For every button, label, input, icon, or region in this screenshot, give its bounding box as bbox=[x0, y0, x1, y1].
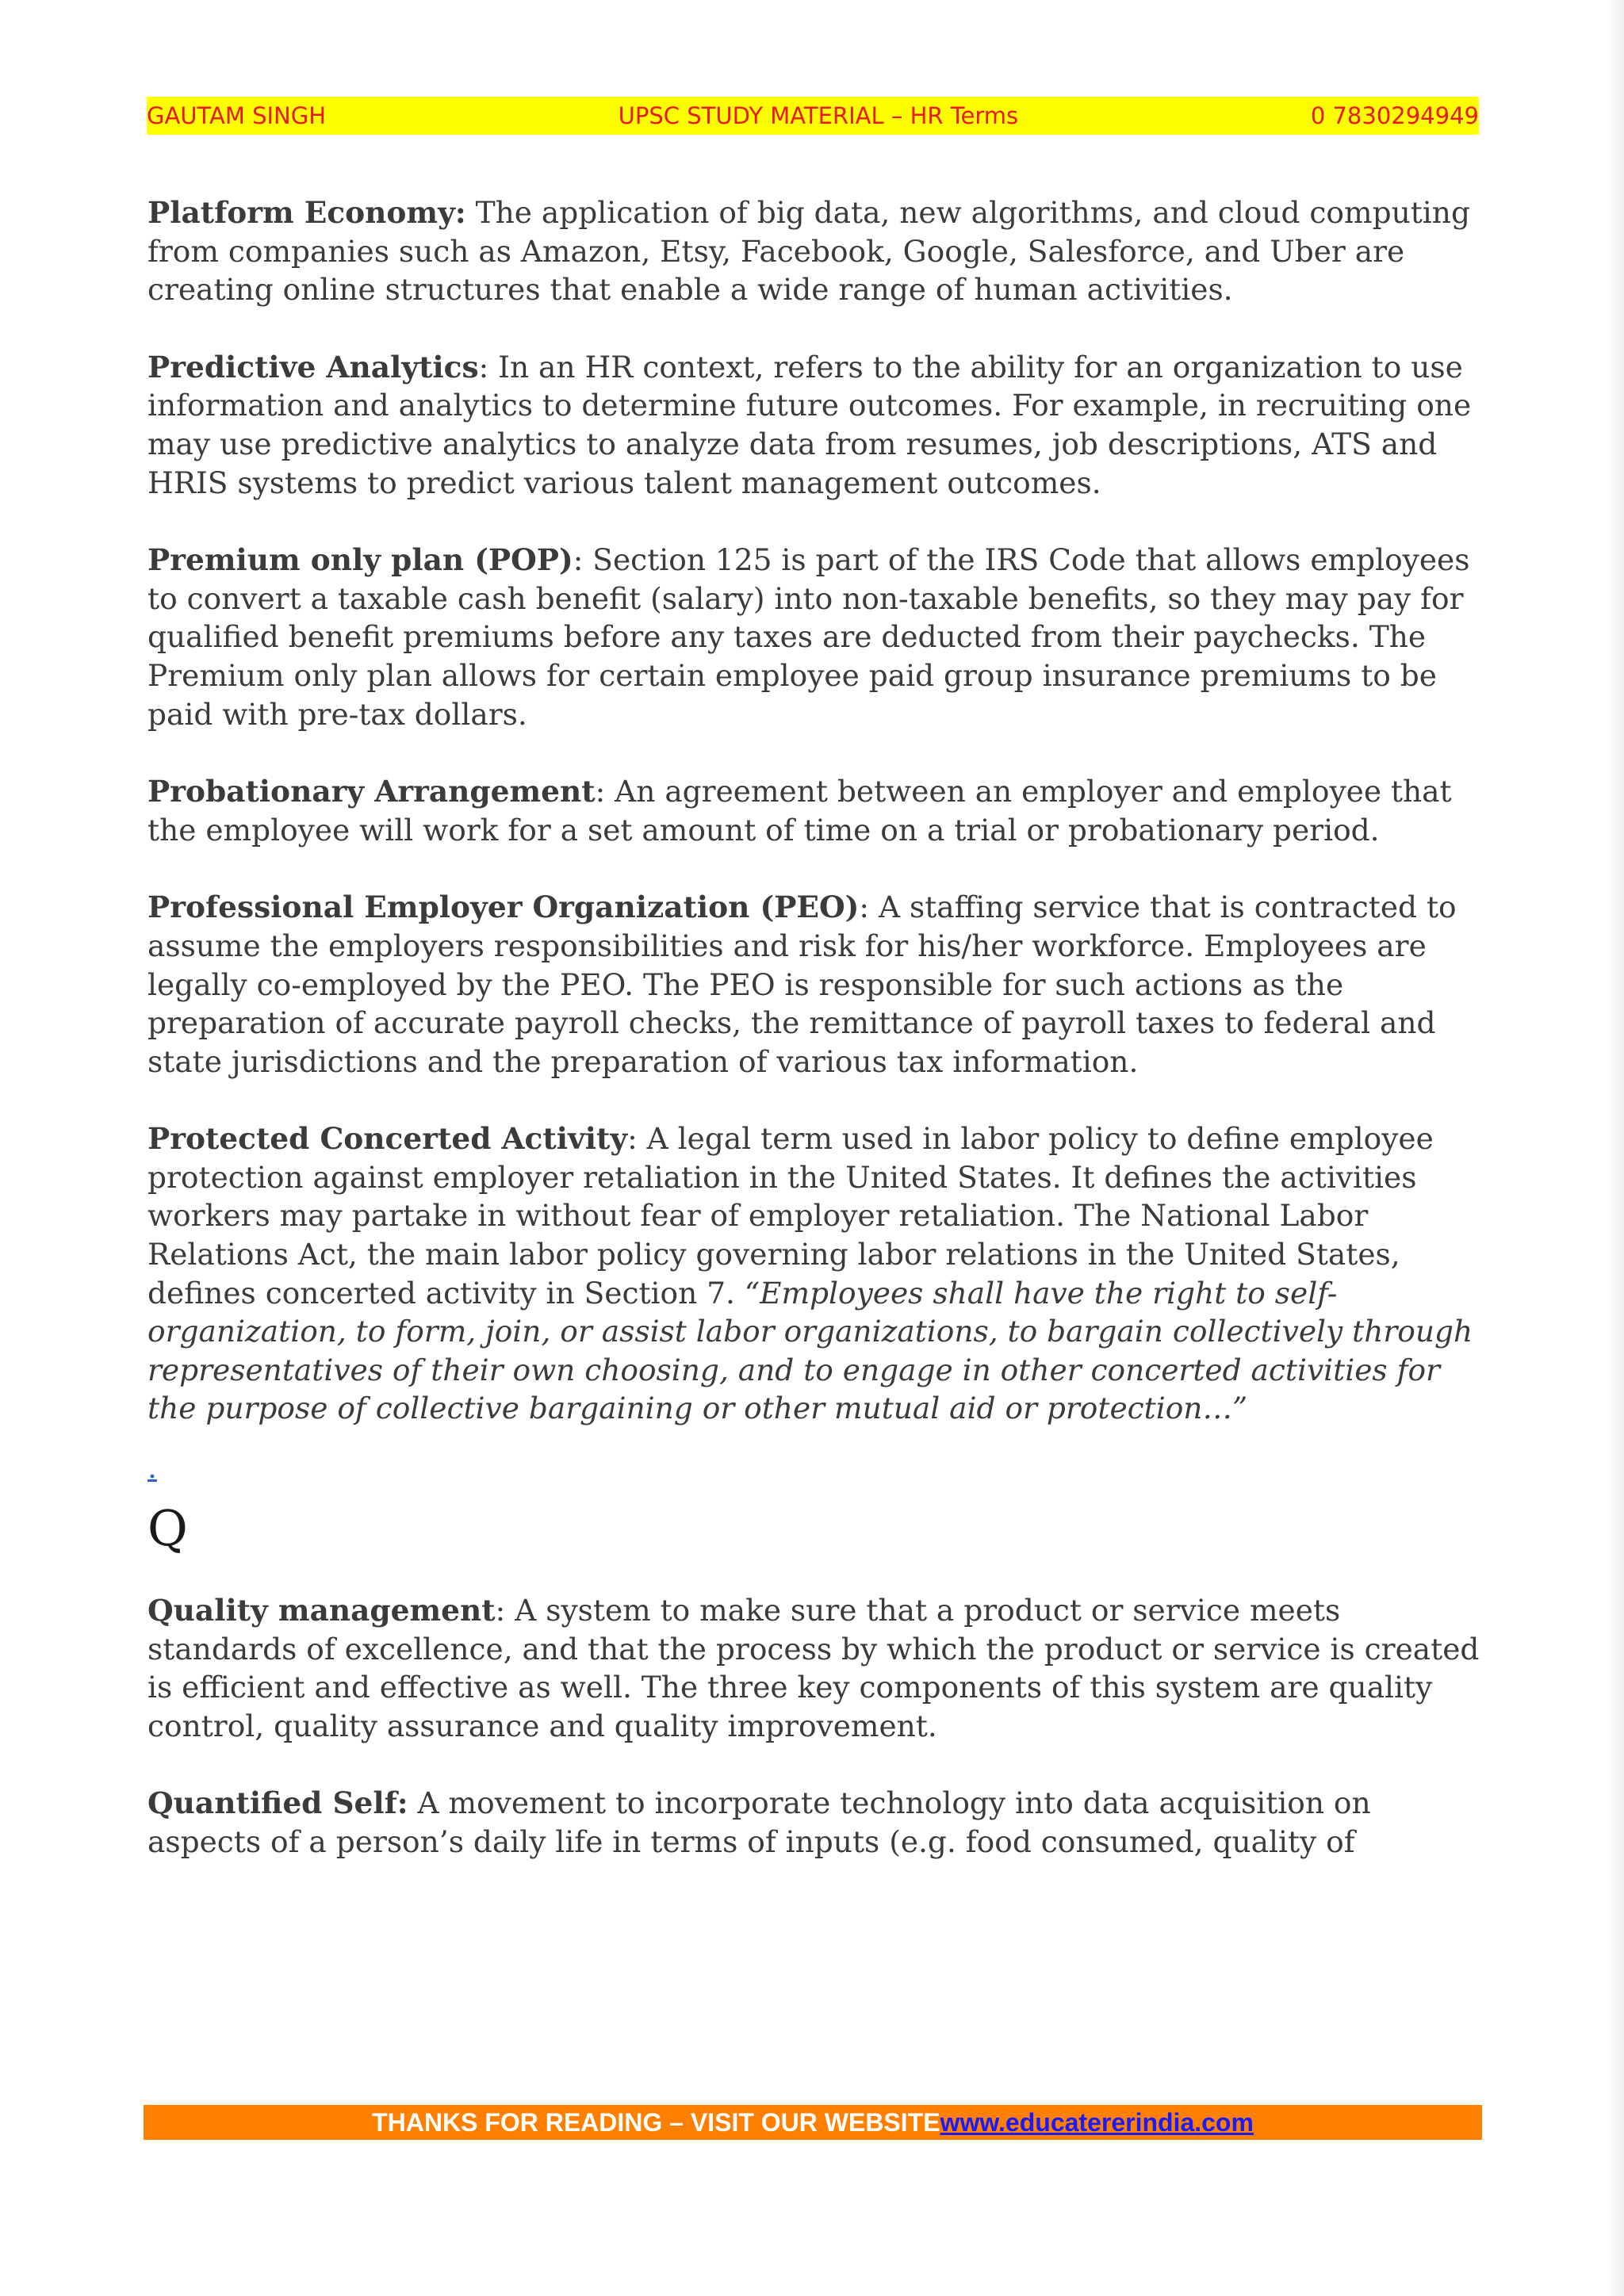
entry-professional-employer-organization bbox=[147, 888, 1488, 1081]
entry-term: Premium only plan (POP) bbox=[147, 542, 573, 578]
entry-term: Quantified Self: bbox=[147, 1785, 408, 1821]
website-link[interactable]: www.educatererindia.com bbox=[940, 2107, 1254, 2137]
entry-term: Probationary Arrangement bbox=[147, 774, 596, 809]
page-edge-shadow bbox=[1607, 0, 1624, 2296]
entry-definition: : A legal term used in labor policy to define employee protection against employer retaliation in the United States. It defines the activities workers may partake in without fear of employer retaliation. The National Labor Relations Act, the main labor policy governing labor relations in the United States, defines concerted activity in Section 7. bbox=[147, 1121, 1434, 1311]
entry-premium-only-plan bbox=[147, 541, 1488, 733]
entry-term: Professional Employer Organization (PEO) bbox=[147, 890, 860, 925]
page-footer bbox=[144, 2105, 1482, 2140]
section-heading-q: Q bbox=[147, 1499, 188, 1558]
entry-term: Quality management bbox=[147, 1593, 496, 1628]
entry-definition: : An agreement between an employer and employee that the employee will work for a set amount of time on a trial or probationary period. bbox=[147, 774, 1452, 848]
entry-definition: : A system to make sure that a product or service meets standards of excellence, and that the process by which the product or service is created is efficient and effective as well. The three key components of this system are quality control, quality assurance and quality improvement. bbox=[147, 1593, 1480, 1743]
entry-definition: : A staffing service that is contracted to assume the employers responsibilities and risk for his/her workforce. Employees are legally co-employed by the PEO. The PEO is responsible for such actions as the preparation of accurate payroll checks, the remittance of payroll taxes to federal and state jurisdictions and the preparation of various tax information. bbox=[147, 890, 1457, 1079]
entry-definition: : Section 125 is part of the IRS Code that allows employees to convert a taxable cash benefit (salary) into non-taxable benefits, so they may pay for qualified benefit premiums before any taxes are deducted from their paychecks. The Premium only plan allows for certain employee paid group insurance premiums to be paid with pre-tax dollars. bbox=[147, 542, 1470, 732]
entry-quantified-self bbox=[147, 1784, 1488, 1861]
entry-definition: : In an HR context, refers to the ability for an organization to use information and analytics to determine future outcomes. For example, in recruiting one may use predictive analytics to analyze data from resumes, job descriptions, ATS and HRIS systems to predict various talent management outcomes. bbox=[147, 349, 1472, 500]
entry-quote: “Employees shall have the right to self-organization, to form, join, or assist labor organizations, to bargain collectively through representatives of their own choosing, and to engage in other concerted activities for the purpose of collective bargaining or other mutual aid or protection…” bbox=[147, 1275, 1473, 1426]
dot-link[interactable]: . bbox=[147, 1450, 157, 1486]
page-header bbox=[147, 97, 1479, 135]
entry-predictive-analytics bbox=[147, 348, 1488, 502]
entry-platform-economy bbox=[147, 193, 1488, 309]
entry-protected-concerted-activity bbox=[147, 1119, 1488, 1428]
entry-quality-management bbox=[147, 1591, 1488, 1745]
header-title: UPSC STUDY MATERIAL – HR Terms bbox=[618, 102, 1019, 129]
header-phone: 0 7830294949 bbox=[1310, 102, 1479, 129]
entry-term: Platform Economy: bbox=[147, 195, 466, 230]
entry-term: Protected Concerted Activity bbox=[147, 1121, 628, 1157]
entry-definition: A movement to incorporate technology into data acquisition on aspects of a person’s daily life in terms of inputs (e.g. food consumed, quality of bbox=[147, 1785, 1371, 1859]
page-body bbox=[147, 193, 1488, 1900]
entry-probationary-arrangement bbox=[147, 772, 1488, 849]
footer-text: THANKS FOR READING – VISIT OUR WEBSITE bbox=[372, 2107, 940, 2137]
entry-term: Predictive Analytics bbox=[147, 349, 479, 385]
header-author: GAUTAM SINGH bbox=[147, 102, 327, 129]
entry-definition: The application of big data, new algorithms, and cloud computing from companies such as Amazon, Etsy, Facebook, Google, Salesforce, and Uber are creating online structures that enable a wide range of human activities. bbox=[147, 195, 1470, 308]
